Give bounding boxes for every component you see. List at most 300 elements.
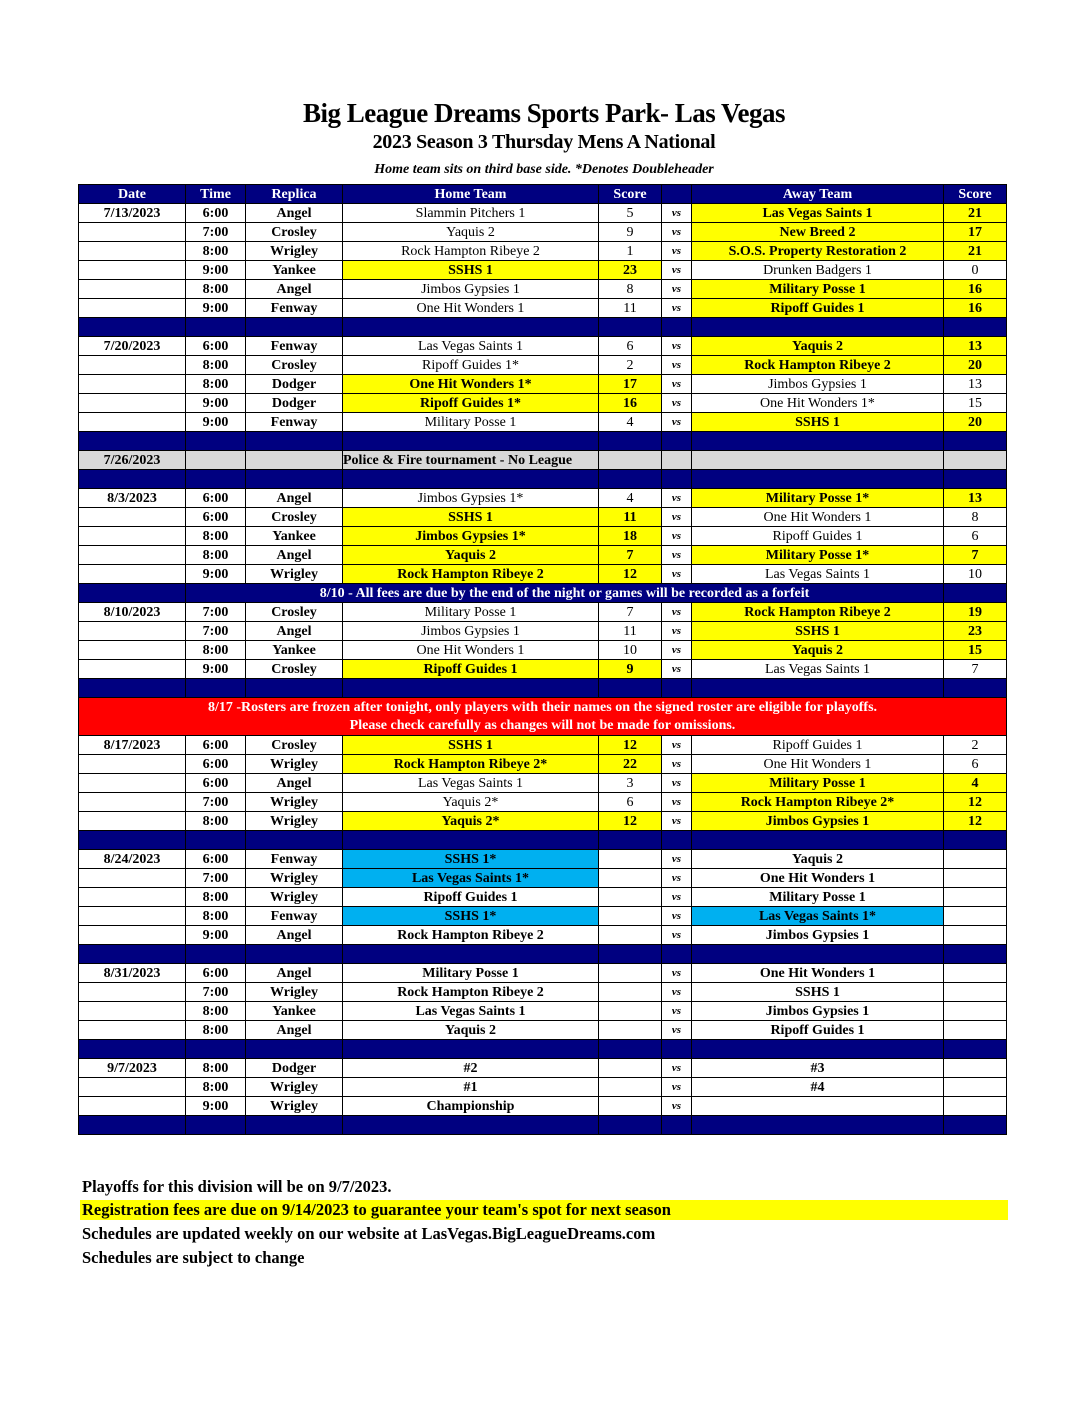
upcoming-game-row	[79, 1021, 1007, 1040]
date-cell	[79, 261, 186, 280]
replica-field: Fenway	[246, 299, 343, 318]
replica-field: Angel	[246, 774, 343, 793]
home-score: 8	[599, 280, 662, 299]
replica-cell	[246, 451, 343, 470]
vs-label: vs	[662, 489, 692, 508]
vs-label: vs	[662, 223, 692, 242]
date-cell	[79, 546, 186, 565]
home-team: SSHS 1	[343, 261, 599, 280]
away-score: 20	[944, 356, 1007, 375]
separator-cell	[186, 470, 246, 489]
home-score: 16	[599, 394, 662, 413]
time-cell: 8:00	[186, 907, 246, 926]
home-team: #1	[343, 1078, 599, 1097]
away-team: Drunken Badgers 1	[692, 261, 944, 280]
date-cell	[79, 983, 186, 1002]
vs-label: vs	[662, 641, 692, 660]
separator-cell	[692, 470, 944, 489]
home-score: 12	[599, 565, 662, 584]
week-separator-row	[79, 679, 1007, 698]
date-cell: 7/26/2023	[79, 451, 186, 470]
date-cell: 8/3/2023	[79, 489, 186, 508]
away-team: Military Posse 1	[692, 280, 944, 299]
replica-field: Angel	[246, 489, 343, 508]
home-score	[599, 869, 662, 888]
time-cell: 8:00	[186, 812, 246, 831]
upcoming-game-row	[79, 1059, 1007, 1078]
date-cell	[79, 1002, 186, 1021]
replica-field: Yankee	[246, 1002, 343, 1021]
home-team: #2	[343, 1059, 599, 1078]
separator-cell	[343, 318, 599, 337]
separator-cell	[599, 470, 662, 489]
away-team	[692, 1097, 944, 1116]
header-home-team: Home Team	[343, 185, 599, 204]
game-row	[79, 622, 1007, 641]
home-team: Ripoff Guides 1*	[343, 356, 599, 375]
home-team: Yaquis 2	[343, 1021, 599, 1040]
away-score: 0	[944, 261, 1007, 280]
home-team: SSHS 1	[343, 736, 599, 755]
vs-label: vs	[662, 983, 692, 1002]
away-team: Las Vegas Saints 1*	[692, 907, 944, 926]
replica-field: Angel	[246, 546, 343, 565]
home-score: 17	[599, 375, 662, 394]
replica-field: Wrigley	[246, 888, 343, 907]
away-score: 10	[944, 565, 1007, 584]
time-cell: 8:00	[186, 546, 246, 565]
footer-subject-change: Schedules are subject to change	[82, 1248, 305, 1267]
away-team: #4	[692, 1078, 944, 1097]
away-score	[944, 926, 1007, 945]
vs-label: vs	[662, 812, 692, 831]
replica-field: Dodger	[246, 394, 343, 413]
vs-label: vs	[662, 1097, 692, 1116]
time-cell: 8:00	[186, 1002, 246, 1021]
date-cell	[79, 1021, 186, 1040]
roster-notice-line2: Please check carefully as changes will not be made for omissions.	[349, 717, 736, 733]
date-cell	[79, 888, 186, 907]
away-team: Ripoff Guides 1	[692, 736, 944, 755]
replica-field: Crosley	[246, 660, 343, 679]
separator-cell	[692, 679, 944, 698]
home-team: Rock Hampton Ribeye 2	[343, 242, 599, 261]
roster-notice-cell	[79, 698, 1007, 736]
separator-cell	[692, 945, 944, 964]
home-team: One Hit Wonders 1*	[343, 375, 599, 394]
time-cell: 8:00	[186, 1021, 246, 1040]
away-team: SSHS 1	[692, 413, 944, 432]
vs-label: vs	[662, 413, 692, 432]
replica-field: Wrigley	[246, 812, 343, 831]
away-team: S.O.S. Property Restoration 2	[692, 242, 944, 261]
time-cell: 6:00	[186, 736, 246, 755]
schedule-body	[79, 204, 1007, 1135]
roster-notice-row	[79, 698, 1007, 736]
week-separator-row	[79, 831, 1007, 850]
game-row	[79, 394, 1007, 413]
away-score	[944, 1097, 1007, 1116]
away-score: 23	[944, 622, 1007, 641]
time-cell: 7:00	[186, 603, 246, 622]
notice-cell	[944, 584, 1007, 603]
date-cell	[79, 280, 186, 299]
separator-cell	[186, 679, 246, 698]
home-team: SSHS 1	[343, 508, 599, 527]
time-cell: 9:00	[186, 261, 246, 280]
game-row	[79, 375, 1007, 394]
date-cell	[79, 793, 186, 812]
away-team: Jimbos Gypsies 1	[692, 926, 944, 945]
separator-cell	[662, 318, 692, 337]
replica-field: Wrigley	[246, 1078, 343, 1097]
date-cell	[79, 1078, 186, 1097]
away-team: Military Posse 1	[692, 774, 944, 793]
separator-cell	[944, 470, 1007, 489]
away-team: Jimbos Gypsies 1	[692, 375, 944, 394]
away-score: 12	[944, 812, 1007, 831]
replica-field: Dodger	[246, 1059, 343, 1078]
home-score	[599, 1002, 662, 1021]
notice-cell	[79, 584, 186, 603]
separator-cell	[599, 318, 662, 337]
home-team: Rock Hampton Ribeye 2*	[343, 755, 599, 774]
replica-field: Yankee	[246, 261, 343, 280]
away-score: 19	[944, 603, 1007, 622]
replica-field: Fenway	[246, 850, 343, 869]
home-score: 5	[599, 204, 662, 223]
vs-label: vs	[662, 261, 692, 280]
separator-cell	[599, 1040, 662, 1059]
time-cell	[186, 451, 246, 470]
time-cell: 8:00	[186, 1059, 246, 1078]
time-cell: 7:00	[186, 622, 246, 641]
replica-field: Wrigley	[246, 869, 343, 888]
home-team: Rock Hampton Ribeye 2	[343, 926, 599, 945]
home-score	[599, 926, 662, 945]
upcoming-game-row	[79, 964, 1007, 983]
away-score: 8	[944, 508, 1007, 527]
separator-cell	[246, 831, 343, 850]
home-team: Jimbos Gypsies 1*	[343, 527, 599, 546]
away-team: Yaquis 2	[692, 850, 944, 869]
away-team: SSHS 1	[692, 622, 944, 641]
vs-label: vs	[662, 660, 692, 679]
home-score: 7	[599, 546, 662, 565]
home-score: 6	[599, 793, 662, 812]
home-team: Rock Hampton Ribeye 2	[343, 983, 599, 1002]
home-team: SSHS 1*	[343, 850, 599, 869]
separator-cell	[343, 679, 599, 698]
game-row	[79, 356, 1007, 375]
time-cell: 7:00	[186, 983, 246, 1002]
vs-label: vs	[662, 964, 692, 983]
home-team: Military Posse 1	[343, 413, 599, 432]
home-score	[599, 888, 662, 907]
vs-label: vs	[662, 926, 692, 945]
away-score: 6	[944, 755, 1007, 774]
separator-cell	[246, 318, 343, 337]
replica-field: Fenway	[246, 413, 343, 432]
away-score: 4	[944, 774, 1007, 793]
date-cell	[79, 299, 186, 318]
home-team: Ripoff Guides 1	[343, 888, 599, 907]
vs-label: vs	[662, 1002, 692, 1021]
score-cell	[599, 451, 662, 470]
separator-cell	[343, 1040, 599, 1059]
vs-label: vs	[662, 1021, 692, 1040]
replica-field: Crosley	[246, 603, 343, 622]
away-score: 13	[944, 337, 1007, 356]
away-team: Las Vegas Saints 1	[692, 660, 944, 679]
upcoming-game-row	[79, 983, 1007, 1002]
separator-cell	[186, 1040, 246, 1059]
replica-field: Wrigley	[246, 1097, 343, 1116]
week-separator-row	[79, 1116, 1007, 1135]
home-score: 2	[599, 356, 662, 375]
home-score: 1	[599, 242, 662, 261]
date-cell	[79, 242, 186, 261]
game-row	[79, 527, 1007, 546]
home-team: Jimbos Gypsies 1*	[343, 489, 599, 508]
separator-cell	[692, 831, 944, 850]
date-cell: 8/31/2023	[79, 964, 186, 983]
separator-cell	[692, 318, 944, 337]
header-home-score: Score	[599, 185, 662, 204]
separator-cell	[79, 470, 186, 489]
header-replica: Replica	[246, 185, 343, 204]
date-cell: 8/17/2023	[79, 736, 186, 755]
away-team: New Breed 2	[692, 223, 944, 242]
time-cell: 8:00	[186, 888, 246, 907]
date-cell	[79, 356, 186, 375]
home-score: 10	[599, 641, 662, 660]
game-row	[79, 204, 1007, 223]
date-cell	[79, 1097, 186, 1116]
vs-label: vs	[662, 850, 692, 869]
away-team: Military Posse 1*	[692, 546, 944, 565]
date-cell	[79, 622, 186, 641]
time-cell: 9:00	[186, 565, 246, 584]
score-cell	[944, 451, 1007, 470]
home-team: One Hit Wonders 1	[343, 299, 599, 318]
time-cell: 8:00	[186, 641, 246, 660]
vs-label: vs	[662, 375, 692, 394]
date-cell	[79, 413, 186, 432]
away-team: Yaquis 2	[692, 641, 944, 660]
home-team: Rock Hampton Ribeye 2	[343, 565, 599, 584]
separator-cell	[79, 432, 186, 451]
home-team: Ripoff Guides 1*	[343, 394, 599, 413]
home-score	[599, 1078, 662, 1097]
separator-cell	[343, 432, 599, 451]
away-team: Las Vegas Saints 1	[692, 204, 944, 223]
time-cell: 8:00	[186, 242, 246, 261]
roster-notice-line1: 8/17 -Rosters are frozen after tonight, only players with their names on the signed roster are eligible for playoffs.	[207, 699, 878, 715]
replica-field: Angel	[246, 280, 343, 299]
home-score: 11	[599, 622, 662, 641]
separator-cell	[79, 1040, 186, 1059]
home-team: One Hit Wonders 1	[343, 641, 599, 660]
time-cell: 8:00	[186, 375, 246, 394]
week-separator-row	[79, 470, 1007, 489]
game-row	[79, 755, 1007, 774]
vs-label: vs	[662, 565, 692, 584]
date-cell	[79, 774, 186, 793]
vs-label: vs	[662, 1059, 692, 1078]
vs-label: vs	[662, 356, 692, 375]
game-row	[79, 774, 1007, 793]
game-row	[79, 508, 1007, 527]
replica-field: Yankee	[246, 641, 343, 660]
time-cell: 6:00	[186, 755, 246, 774]
away-score: 15	[944, 641, 1007, 660]
vs-label: vs	[662, 736, 692, 755]
game-row	[79, 641, 1007, 660]
doubleheader-note: Home team sits on third base side. *Denotes Doubleheader	[374, 162, 714, 177]
away-team: Military Posse 1*	[692, 489, 944, 508]
separator-cell	[343, 1116, 599, 1135]
replica-field: Angel	[246, 204, 343, 223]
time-cell: 8:00	[186, 280, 246, 299]
game-row	[79, 546, 1007, 565]
fee-notice-text: 8/10 - All fees are due by the end of the night or games will be recorded as a forfeit	[186, 584, 944, 603]
time-cell: 9:00	[186, 394, 246, 413]
separator-cell	[79, 831, 186, 850]
separator-cell	[246, 1116, 343, 1135]
away-score	[944, 1059, 1007, 1078]
vs-label: vs	[662, 603, 692, 622]
vs-label: vs	[662, 508, 692, 527]
date-cell	[79, 641, 186, 660]
away-score: 20	[944, 413, 1007, 432]
date-cell	[79, 907, 186, 926]
separator-cell	[662, 831, 692, 850]
away-score: 16	[944, 280, 1007, 299]
date-cell	[79, 394, 186, 413]
away-score: 16	[944, 299, 1007, 318]
page-title: Big League Dreams Sports Park- Las Vegas	[302, 98, 786, 128]
vs-cell	[662, 451, 692, 470]
home-team: Las Vegas Saints 1	[343, 337, 599, 356]
date-cell	[79, 869, 186, 888]
game-row	[79, 261, 1007, 280]
header-date: Date	[79, 185, 186, 204]
replica-field: Fenway	[246, 337, 343, 356]
time-cell: 6:00	[186, 774, 246, 793]
home-team: Ripoff Guides 1	[343, 660, 599, 679]
home-score	[599, 907, 662, 926]
separator-cell	[599, 831, 662, 850]
home-score: 18	[599, 527, 662, 546]
separator-cell	[186, 1116, 246, 1135]
away-team: Las Vegas Saints 1	[692, 565, 944, 584]
away-score	[944, 907, 1007, 926]
separator-cell	[944, 318, 1007, 337]
game-row	[79, 793, 1007, 812]
away-score: 21	[944, 242, 1007, 261]
date-cell	[79, 812, 186, 831]
time-cell: 7:00	[186, 223, 246, 242]
time-cell: 9:00	[186, 660, 246, 679]
away-score: 17	[944, 223, 1007, 242]
time-cell: 8:00	[186, 527, 246, 546]
replica-field: Crosley	[246, 736, 343, 755]
vs-label: vs	[662, 299, 692, 318]
replica-field: Wrigley	[246, 242, 343, 261]
vs-label: vs	[662, 869, 692, 888]
home-score: 12	[599, 812, 662, 831]
header-away-score: Score	[944, 185, 1007, 204]
vs-label: vs	[662, 527, 692, 546]
vs-label: vs	[662, 755, 692, 774]
header-away-team: Away Team	[692, 185, 944, 204]
game-row	[79, 413, 1007, 432]
game-row	[79, 660, 1007, 679]
home-score	[599, 1097, 662, 1116]
home-team: Yaquis 2	[343, 546, 599, 565]
upcoming-game-row	[79, 1078, 1007, 1097]
separator-cell	[246, 945, 343, 964]
away-score: 7	[944, 546, 1007, 565]
separator-cell	[944, 432, 1007, 451]
replica-field: Crosley	[246, 508, 343, 527]
away-score	[944, 1002, 1007, 1021]
home-team: Las Vegas Saints 1	[343, 1002, 599, 1021]
away-team: Rock Hampton Ribeye 2	[692, 356, 944, 375]
week-separator-row	[79, 432, 1007, 451]
away-team: One Hit Wonders 1	[692, 755, 944, 774]
time-cell: 6:00	[186, 964, 246, 983]
week-separator-row	[79, 1040, 1007, 1059]
date-cell	[79, 755, 186, 774]
vs-label: vs	[662, 546, 692, 565]
home-team: Slammin Pitchers 1	[343, 204, 599, 223]
date-cell	[79, 508, 186, 527]
away-score: 6	[944, 527, 1007, 546]
time-cell: 9:00	[186, 926, 246, 945]
no-league-row	[79, 451, 1007, 470]
time-cell: 9:00	[186, 413, 246, 432]
separator-cell	[599, 945, 662, 964]
away-team: Military Posse 1	[692, 888, 944, 907]
separator-cell	[944, 1116, 1007, 1135]
separator-cell	[246, 432, 343, 451]
game-row	[79, 489, 1007, 508]
time-cell: 9:00	[186, 299, 246, 318]
vs-label: vs	[662, 1078, 692, 1097]
upcoming-game-row	[79, 907, 1007, 926]
separator-cell	[79, 945, 186, 964]
away-team: Rock Hampton Ribeye 2*	[692, 793, 944, 812]
game-row	[79, 812, 1007, 831]
replica-field: Wrigley	[246, 565, 343, 584]
time-cell: 9:00	[186, 1097, 246, 1116]
away-score	[944, 888, 1007, 907]
separator-cell	[79, 679, 186, 698]
game-row	[79, 299, 1007, 318]
separator-cell	[599, 1116, 662, 1135]
footer-registration: Registration fees are due on 9/14/2023 to guarantee your team's spot for next season	[80, 1200, 1008, 1220]
game-row	[79, 565, 1007, 584]
away-team: Yaquis 2	[692, 337, 944, 356]
away-score: 2	[944, 736, 1007, 755]
separator-cell	[944, 945, 1007, 964]
separator-cell	[186, 318, 246, 337]
vs-label: vs	[662, 888, 692, 907]
home-score	[599, 850, 662, 869]
home-score	[599, 1059, 662, 1078]
